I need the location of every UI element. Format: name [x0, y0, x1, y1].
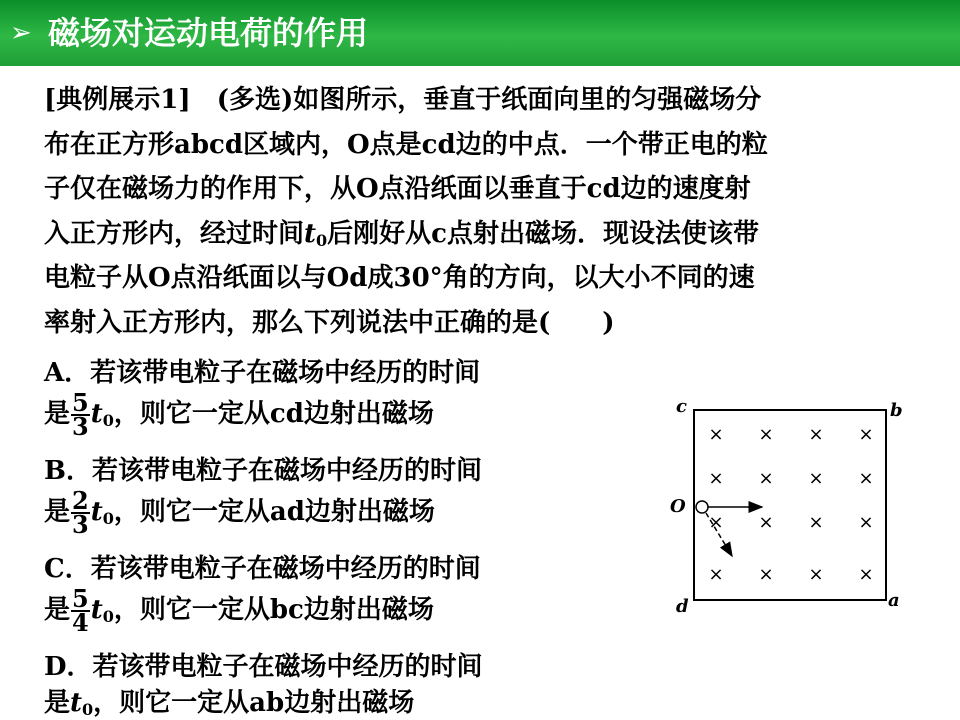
label-a: a: [888, 590, 900, 611]
field-mark-icon: ×: [708, 424, 724, 445]
field-mark-icon: ×: [858, 424, 874, 445]
option-d-line2: 是$t_0$，则它一定从ab边射出磁场: [44, 688, 415, 719]
field-mark-icon: ×: [758, 468, 774, 489]
field-mark-icon: ×: [808, 424, 824, 445]
field-mark-icon: ×: [758, 512, 774, 533]
field-mark-icon: ×: [808, 564, 824, 585]
field-mark-icon: ×: [758, 564, 774, 585]
field-mark-icon: ×: [708, 564, 724, 585]
label-d: d: [676, 596, 689, 617]
field-mark-icon: ×: [758, 424, 774, 445]
time-symbol: $t_0$: [304, 218, 328, 250]
problem-line-6: 率射入正方形内，那么下列说法中正确的是( ): [44, 307, 615, 338]
option-a-line1: A．若该带电粒子在磁场中经历的时间: [44, 358, 481, 388]
problem-line-5: 电粒子从O点沿纸面以与Od成30°角的方向，以大小不同的速: [44, 263, 755, 293]
problem-line-2: 布在正方形abcd区域内，O点是cd边的中点．一个带正电的粒: [44, 129, 768, 160]
option-d-line1: D．若该带电粒子在磁场中经历的时间: [44, 652, 483, 682]
problem-line-4: [44, 212, 924, 257]
field-mark-icon: ×: [708, 468, 724, 489]
option-c-line2: 是 $\frac{5}{4}$ $t_0$，则它一定从bc边射出磁场: [44, 584, 434, 637]
problem-line-1: [典例展示1] (多选)如图所示，垂直于纸面向里的匀强磁场分: [44, 85, 762, 115]
option-b-line1: B．若该带电粒子在磁场中经历的时间: [44, 456, 482, 486]
field-mark-icon: ×: [808, 512, 824, 533]
problem-line-4-end: 后刚好从c点射出磁场．现设法使该带: [327, 218, 760, 249]
field-marks: [708, 424, 873, 585]
problem-line-4-start: 入正方形内，经过时间: [44, 218, 305, 249]
title-bar: [0, 0, 960, 66]
field-mark-icon: ×: [858, 512, 874, 533]
field-mark-icon: ×: [858, 564, 874, 585]
problem-line-3: 子仅在磁场力的作用下，从O点沿纸面以垂直于cd边的速度射: [44, 174, 751, 204]
option-b-line2: 是 $\frac{2}{3}$ $t_0$，则它一定从ad边射出磁场: [44, 486, 435, 539]
point-o-marker: [696, 501, 708, 513]
option-c-line1: C．若该带电粒子在磁场中经历的时间: [44, 554, 481, 584]
option-b-fraction: $\frac{2}{3}$: [72, 486, 89, 539]
field-mark-icon: ×: [808, 468, 824, 489]
option-a-fraction: $\frac{5}{3}$: [72, 388, 89, 441]
label-c: c: [676, 396, 687, 417]
page-title: 磁场对运动电荷的作用: [48, 14, 369, 52]
option-c-fraction: $\frac{5}{4}$: [72, 584, 89, 637]
label-b: b: [890, 400, 903, 421]
option-a-line2: 是 $\frac{5}{3}$ $t_0$，则它一定从cd边射出磁场: [44, 388, 434, 441]
label-o: O: [670, 496, 686, 517]
bullet-arrow-icon: ➢: [10, 18, 32, 48]
field-mark-icon: ×: [708, 512, 724, 533]
magnetic-field-diagram: [660, 390, 920, 620]
problem-statement: [44, 78, 924, 345]
field-mark-icon: ×: [858, 468, 874, 489]
